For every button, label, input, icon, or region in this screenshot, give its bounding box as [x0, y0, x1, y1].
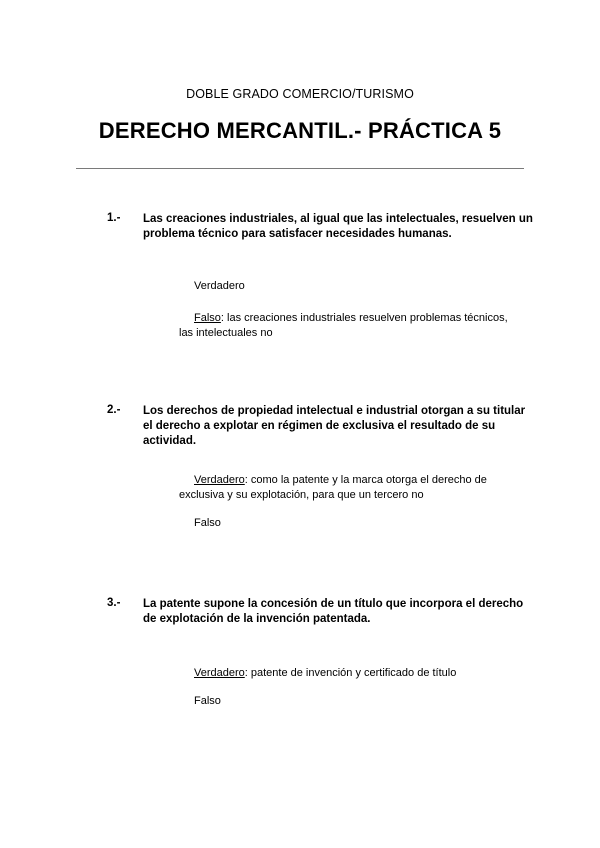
course-subtitle: DOBLE GRADO COMERCIO/TURISMO	[186, 87, 414, 101]
option-label-selected: Verdadero	[194, 667, 245, 679]
question-2-option-verdadero	[179, 473, 524, 503]
question-number: 3.-	[107, 597, 121, 609]
option-explanation: como la patente y la marca otorga el derecho de	[247, 474, 487, 486]
option-explanation: patente de invención y certificado de título	[247, 667, 457, 679]
question-3-option-verdadero	[179, 666, 524, 681]
option-explanation-continued: las intelectuales no	[179, 327, 273, 339]
page-title: DERECHO MERCANTIL.- PRÁCTICA 5	[98, 118, 502, 143]
option-separator: :	[220, 312, 224, 324]
question-text: Las creaciones industriales, al igual que las intelectuales, resuelven un problema técnico para satisfacer necesidades humanas.	[143, 213, 533, 240]
question-1-option-falso	[179, 311, 524, 341]
option-explanation: las creaciones industriales resuelven problemas técnicos,	[223, 312, 508, 324]
question-text: La patente supone la concesión de un título que incorpora el derecho de explotación de la invención patentada.	[143, 598, 524, 625]
option-label-selected: Verdadero	[194, 474, 245, 486]
option-explanation-continued: exclusiva y su explotación, para que un tercero no	[179, 489, 424, 501]
option-label-selected: Falso	[194, 312, 221, 324]
question-number: 1.-	[107, 212, 121, 224]
option-label: Verdadero	[194, 280, 245, 292]
question-number: 2.-	[107, 404, 121, 416]
option-separator: :	[244, 667, 248, 679]
question-text: Los derechos de propiedad intelectual e industrial otorgan a su titular el derecho a explotar en régimen de exclusiva el resultado de su actividad.	[143, 405, 526, 447]
question-3-option-falso	[179, 694, 524, 709]
question-2-option-falso	[179, 516, 524, 531]
header-divider	[76, 168, 524, 169]
question-1-option-verdadero	[179, 279, 524, 294]
option-label: Falso	[194, 695, 221, 707]
option-label: Falso	[194, 517, 221, 529]
option-separator: :	[244, 474, 248, 486]
